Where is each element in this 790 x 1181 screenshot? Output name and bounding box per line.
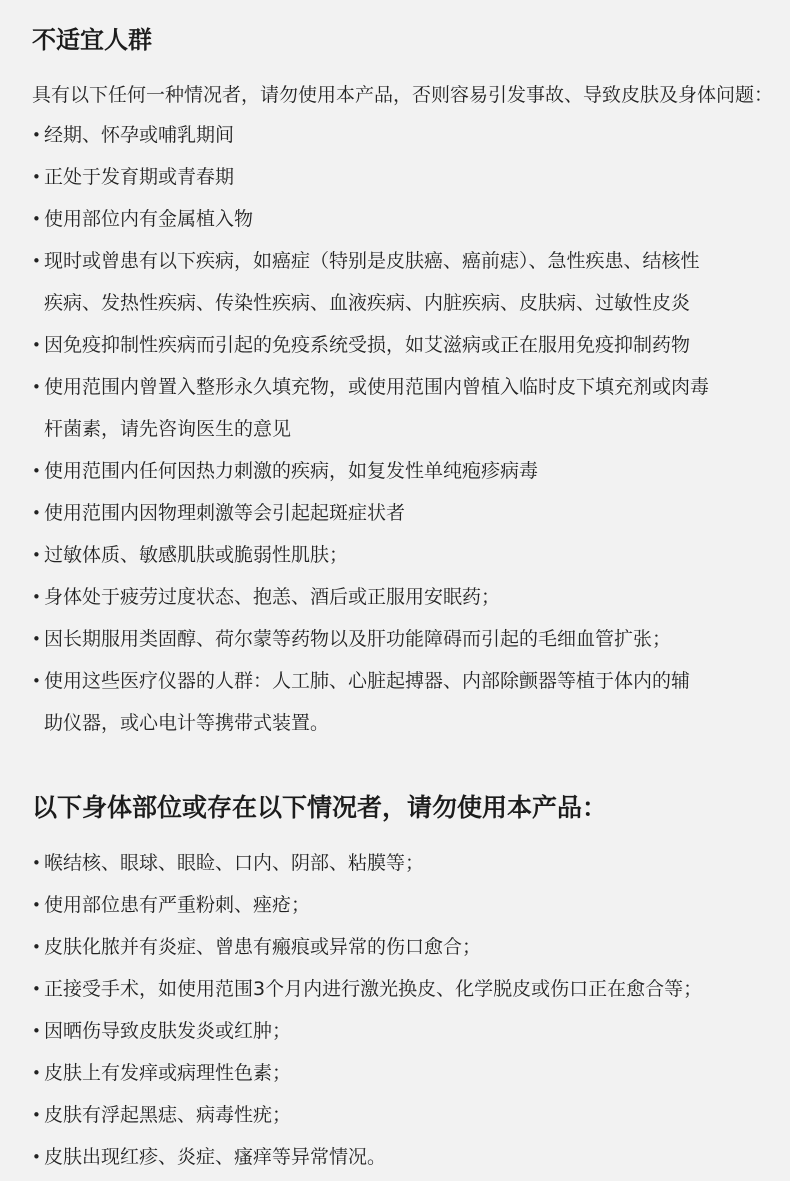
list-item-line: • 过敏体质、敏感肌肤或脆弱性肌肤； [44,544,349,566]
list-item-line: • 现时或曾患有以下疾病，如癌症（特别是皮肤癌、癌前痣）、急性疾患、结核性 [44,250,700,272]
list-item [32,618,772,660]
list-item [32,1010,772,1052]
list-item [32,1136,772,1178]
list-item [32,450,772,492]
list-item-line: • 皮肤有浮起黑痣、病毒性疣； [44,1104,292,1126]
list-item-line: • 使用范围内任何因热力刺激的疾病，如复发性单纯疱疹病毒 [44,460,539,482]
unsuitable-groups-list [32,114,772,744]
list-item [32,366,772,450]
list-item [32,492,772,534]
list-item-line: • 使用这些医疗仪器的人群：人工肺、心脏起搏器、内部除颤器等植于体内的辅 [44,670,691,692]
list-item [32,240,772,324]
section-heading-restricted-areas: 以下身体部位或存在以下情况者，请勿使用本产品： [32,793,608,822]
list-item [32,926,772,968]
list-item-line: • 正接受手术，如使用范围3个月内进行激光换皮、化学脱皮或伤口正在愈合等； [44,978,703,1000]
list-item-line: • 因长期服用类固醇、荷尔蒙等药物以及肝功能障碍而引起的毛细血管扩张； [44,628,672,650]
list-item [32,534,772,576]
list-item-line: • 因晒伤导致皮肤发炎或红肿； [44,1020,292,1042]
list-item-line: • 使用部位内有金属植入物 [44,208,254,230]
list-item [32,660,772,744]
list-item-line: • 皮肤出现红疹、炎症、瘙痒等异常情况。 [44,1146,387,1168]
list-item [32,114,772,156]
list-item [32,156,772,198]
list-item-line: • 身体处于疲劳过度状态、抱恙、酒后或正服用安眠药； [44,586,501,608]
list-item-line: • 正处于发育期或青春期 [44,166,235,188]
section-heading-unsuitable-groups: 不适宜人群 [32,26,152,54]
list-item-line: • 使用范围内曾置入整形永久填充物，或使用范围内曾植入临时皮下填充剂或肉毒 [44,376,710,398]
list-item-line: • 皮肤化脓并有炎症、曾患有瘢痕或异常的伤口愈合； [44,936,482,958]
list-item [32,842,772,884]
list-item-line: • 皮肤上有发痒或病理性色素； [44,1062,292,1084]
list-item-line: • 经期、怀孕或哺乳期间 [44,124,235,146]
list-item [32,324,772,366]
list-item-line: 助仪器，或心电计等携带式装置。 [44,712,330,734]
list-item [32,198,772,240]
list-item [32,1052,772,1094]
list-item [32,884,772,926]
restricted-areas-list [32,842,772,1178]
list-item-line: • 因免疫抑制性疾病而引起的免疫系统受损，如艾滋病或正在服用免疫抑制药物 [44,334,691,356]
list-item-line: • 使用范围内因物理刺激等会引起起斑症状者 [44,502,406,524]
list-item-line: 疾病、发热性疾病、传染性疾病、血液疾病、内脏疾病、皮肤病、过敏性皮炎 [44,292,691,314]
list-item [32,968,772,1010]
list-item [32,576,772,618]
list-item-line: • 使用部位患有严重粉刺、痤疮； [44,894,311,916]
list-item-line: • 喉结核、眼球、眼睑、口内、阴部、粘膜等； [44,852,425,874]
list-item-line: 杆菌素，请先咨询医生的意见 [44,418,292,440]
list-item [32,1094,772,1136]
intro-text: 具有以下任何一种情况者，请勿使用本产品，否则容易引发事故、导致皮肤及身体问题： [32,84,774,106]
